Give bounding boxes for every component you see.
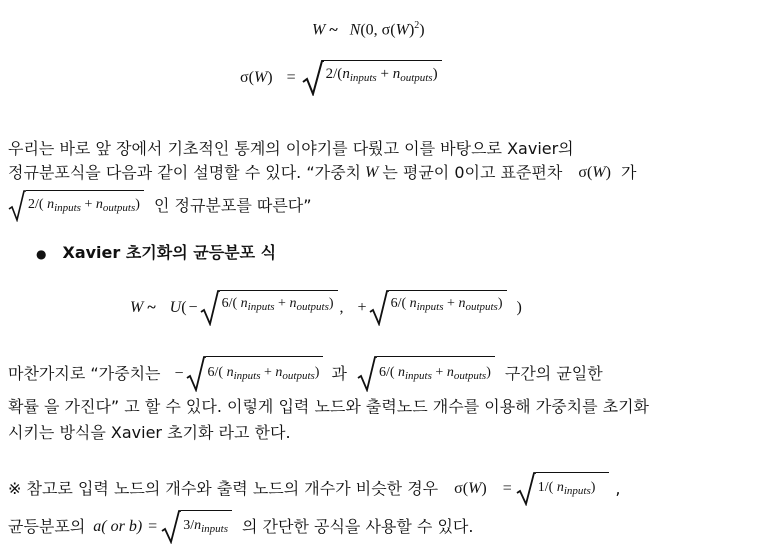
equation-uniform-distribution bbox=[130, 290, 522, 326]
sub-inputs: inputs bbox=[233, 370, 261, 382]
note-text: 의 간단한 공식을 사용할 수 있다. bbox=[242, 517, 474, 536]
bullet-icon: ● bbox=[36, 247, 47, 261]
paren: ) bbox=[481, 480, 487, 497]
sigma-symbol: σ( bbox=[578, 164, 593, 181]
minus-sign: − bbox=[174, 365, 184, 382]
plus-sign: + bbox=[380, 66, 389, 82]
note-text: 균등분포의 bbox=[8, 517, 86, 536]
fraction-num: 6/( bbox=[390, 296, 407, 311]
paragraph-1-line-3 bbox=[8, 190, 312, 222]
sub-outputs: outputs bbox=[453, 370, 487, 382]
var-w: W bbox=[130, 299, 144, 316]
normal-dist-symbol: N bbox=[349, 21, 361, 39]
note-text: ※ 참고로 입력 노드의 개수와 출력 노드의 개수가 비슷한 경우 bbox=[8, 479, 439, 498]
text-span: 마찬가지로 “가중치는 bbox=[8, 364, 161, 383]
radical-sign-icon bbox=[357, 356, 377, 392]
plus-sign: + bbox=[84, 197, 93, 212]
paren: ) bbox=[135, 197, 140, 212]
sub-inputs: inputs bbox=[247, 301, 275, 313]
paragraph-2-line-2: 확률 을 가진다” 고 할 수 있다. 이렇게 입력 노드와 출력노드 개수를 이용해 가중치를 초기화 bbox=[8, 397, 649, 416]
paren: ) bbox=[432, 66, 438, 82]
radical-sign-icon bbox=[200, 290, 220, 326]
var-n: n bbox=[194, 518, 202, 533]
paragraph-1-line-2 bbox=[8, 162, 636, 184]
var-n: n bbox=[342, 66, 350, 82]
sub-inputs: inputs bbox=[349, 72, 377, 84]
var-n: n bbox=[556, 480, 564, 495]
paragraph-2-line-1 bbox=[8, 356, 603, 392]
var-w: W bbox=[312, 21, 326, 39]
paren: ) bbox=[419, 21, 425, 39]
var-n: n bbox=[240, 296, 248, 311]
var-w: W bbox=[592, 164, 606, 181]
radical-sign-icon bbox=[369, 290, 389, 326]
sqrt-expression bbox=[357, 356, 495, 392]
text-span: 인 정규분포를 따른다” bbox=[153, 196, 312, 215]
paragraph-2-line-3: 시키는 방식을 Xavier 초기화 라고 한다. bbox=[8, 423, 291, 442]
var-n: n bbox=[289, 296, 297, 311]
radical-sign-icon bbox=[161, 510, 181, 544]
bullet-text: Xavier 초기화의 균등분포 식 bbox=[62, 243, 277, 262]
fraction-num: 1/( bbox=[537, 480, 554, 495]
comma: , bbox=[615, 479, 621, 498]
text-span: 정규분포식을 다음과 같이 설명할 수 있다. “가중치 bbox=[8, 163, 362, 182]
plus-sign: + bbox=[278, 296, 286, 311]
sub-outputs: outputs bbox=[400, 72, 433, 84]
paren: ) bbox=[328, 296, 334, 311]
paren: ) bbox=[605, 164, 611, 181]
tilde-symbol: ~ bbox=[147, 299, 156, 316]
var-n: n bbox=[392, 66, 401, 82]
radical-sign-icon bbox=[8, 190, 26, 222]
paren: ) bbox=[314, 365, 320, 380]
equals-sign: = bbox=[502, 480, 512, 497]
fraction-num: 3/ bbox=[183, 518, 195, 533]
plus-sign: + bbox=[435, 365, 444, 380]
sub-inputs: inputs bbox=[201, 523, 228, 535]
radical-sign-icon bbox=[516, 472, 536, 506]
minus-sign: − bbox=[188, 299, 198, 316]
sqrt-expression bbox=[369, 290, 507, 326]
plus-sign: + bbox=[263, 365, 272, 380]
fraction-num: 2/( bbox=[28, 197, 44, 212]
var-n: n bbox=[458, 296, 466, 311]
text-span: 과 bbox=[331, 364, 347, 383]
radical-sign-icon bbox=[186, 356, 206, 392]
paren: ) bbox=[408, 21, 415, 39]
paren: ( bbox=[181, 299, 187, 316]
fraction-num: 2/( bbox=[325, 66, 343, 82]
radical-sign-icon bbox=[302, 60, 324, 96]
var-n: n bbox=[226, 365, 234, 380]
plus-sign: + bbox=[447, 296, 455, 311]
var-w: W bbox=[468, 480, 482, 497]
text-span: 는 평균이 0이고 표준편차 bbox=[382, 163, 563, 182]
fraction-num: 6/( bbox=[378, 365, 395, 380]
sqrt-expression bbox=[186, 356, 324, 392]
sub-inputs: inputs bbox=[405, 370, 432, 382]
var-w: W bbox=[253, 69, 268, 86]
var-n: n bbox=[446, 365, 454, 380]
text-span: 구간의 균일한 bbox=[504, 364, 603, 383]
paragraph-1-line-1: 우리는 바로 앞 장에서 기초적인 통계의 이야기를 다뤘고 이를 바탕으로 Xavier의 bbox=[8, 139, 574, 158]
var-n: n bbox=[95, 197, 103, 212]
paren: ) bbox=[516, 299, 522, 316]
sub-outputs: outputs bbox=[465, 301, 498, 313]
sqrt-expression bbox=[161, 510, 232, 544]
comma: , bbox=[339, 299, 344, 316]
equation-std-dev bbox=[240, 60, 442, 96]
var-n: n bbox=[47, 197, 55, 212]
var-n: n bbox=[275, 365, 283, 380]
fraction-num: 6/( bbox=[207, 365, 224, 380]
equals-sign: = bbox=[286, 69, 296, 86]
exponent: 2 bbox=[414, 20, 420, 31]
var-w: W bbox=[395, 21, 409, 39]
tilde-symbol: ~ bbox=[329, 21, 338, 39]
dist-args: (0, σ( bbox=[360, 21, 396, 39]
plus-sign: + bbox=[357, 299, 367, 316]
paren: ) bbox=[267, 69, 273, 86]
var-w: W bbox=[365, 164, 379, 181]
equals-sign: = bbox=[148, 518, 158, 535]
paren: ) bbox=[486, 365, 491, 380]
var-n: n bbox=[409, 296, 417, 311]
paren: ) bbox=[497, 296, 503, 311]
note-line-2 bbox=[8, 510, 473, 544]
sqrt-expression bbox=[200, 290, 338, 326]
sub-outputs: outputs bbox=[282, 370, 315, 382]
sub-inputs: inputs bbox=[416, 301, 444, 313]
paren: ) bbox=[590, 480, 596, 495]
bound-symbol: a( or b) bbox=[93, 518, 143, 535]
text-span: 가 bbox=[620, 163, 637, 182]
uniform-dist-symbol: U bbox=[169, 299, 182, 316]
sub-outputs: outputs bbox=[102, 202, 136, 214]
bullet-heading bbox=[36, 242, 276, 265]
sqrt-expression bbox=[516, 472, 610, 506]
sub-inputs: inputs bbox=[563, 485, 591, 497]
fraction-num: 6/( bbox=[221, 296, 238, 311]
sub-outputs: outputs bbox=[296, 301, 329, 313]
sub-inputs: inputs bbox=[54, 202, 81, 214]
var-n: n bbox=[398, 365, 405, 380]
sqrt-expression bbox=[8, 190, 144, 222]
sqrt-expression bbox=[302, 60, 442, 96]
equation-weight-distribution bbox=[312, 20, 425, 39]
note-line-1 bbox=[8, 472, 621, 506]
sigma-symbol: σ( bbox=[240, 69, 254, 86]
sigma-symbol: σ( bbox=[454, 480, 469, 497]
